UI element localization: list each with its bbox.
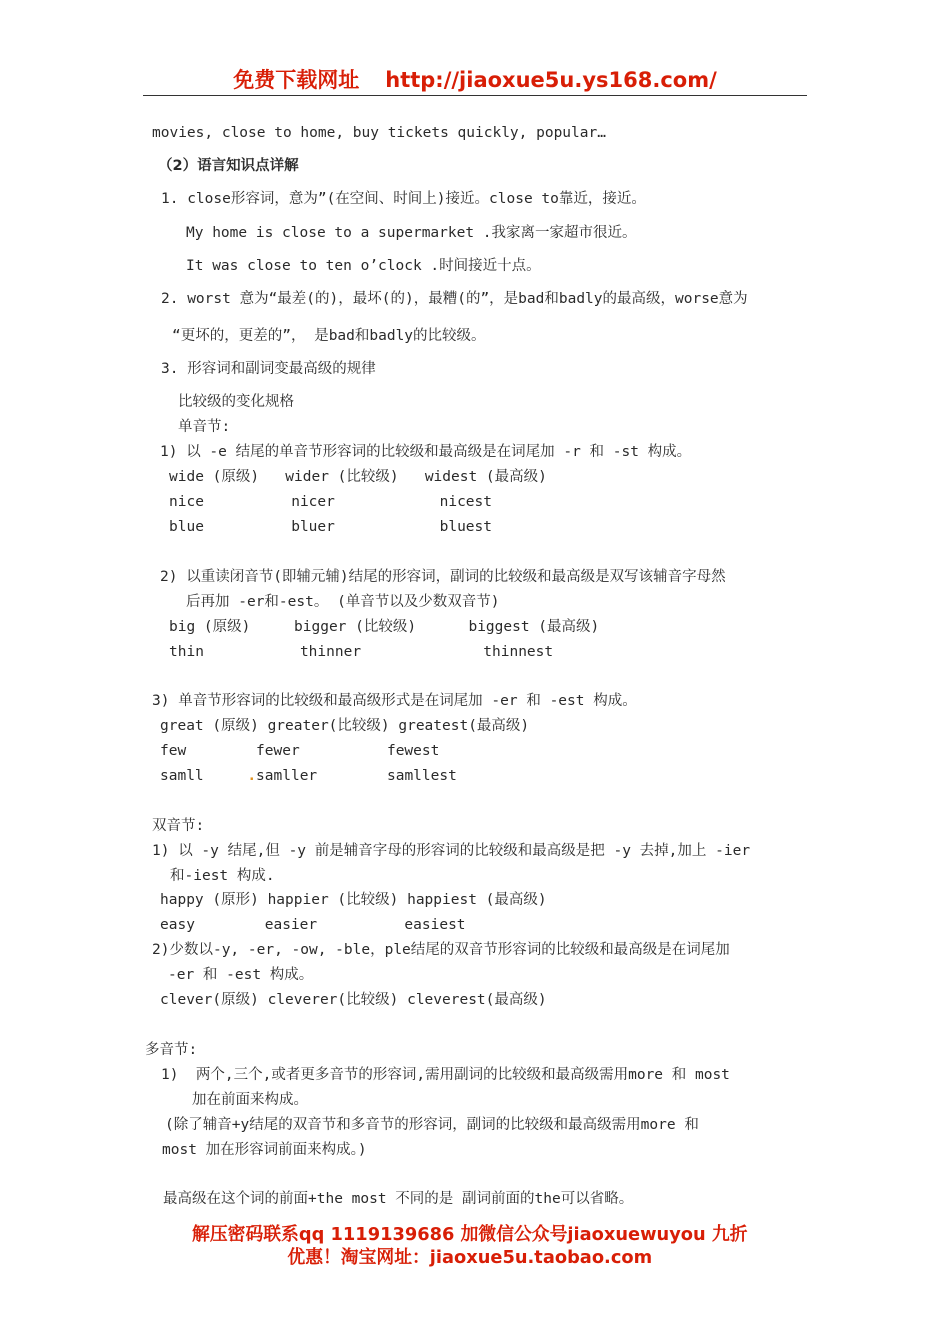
example-line: My home is close to a supermarket .我家离一家超市很近。 [186,225,637,241]
banner-label: 免费下载网址 [233,68,360,92]
text-line: 2. worst 意为“最差(的)，最坏(的)，最糟(的”，是bad和badly的最高级，worse意为 [161,291,748,307]
subheading: 单音节: [178,419,231,435]
word-row: easy easier easiest [160,917,466,933]
word-row: happy (原形) happier (比较级) happiest (最高级) [160,892,547,908]
rule-line: 2)少数以-y, -er, -ow, -ble，ple结尾的双音节形容词的比较级和最高级是在词尾加 [152,942,730,958]
word-row: clever(原级) cleverer(比较级) cleverest(最高级) [160,992,547,1008]
word-row: few fewer fewest [160,743,440,759]
rule-line: 1) 以 -y 结尾,但 -y 前是辅音字母的形容词的比较级和最高级是把 -y 去掉,加上 -ier [152,843,751,859]
word-cell: samller samllest [256,768,457,784]
word-row: blue bluer bluest [169,519,493,535]
marker-dot: . [247,768,257,784]
word-cell: samll [160,768,204,784]
word-row: nice nicer nicest [169,494,493,510]
word-row: thin thinner thinnest [169,644,554,660]
section-heading: （2）语言知识点详解 [158,158,299,174]
subheading: 多音节: [145,1042,198,1058]
rule-line: 后再加 -er和-est。 (单音节以及少数双音节) [186,594,500,610]
word-row: wide (原级) wider (比较级) widest (最高级) [169,469,547,485]
text-line: “更坏的，更差的”， 是bad和badly的比较级。 [172,328,486,344]
word-row [160,767,457,785]
header-divider [143,95,807,96]
word-row: big (原级) bigger (比较级) biggest (最高级) [169,619,600,635]
rule-line: 2) 以重读闭音节(即辅元辅)结尾的形容词，副词的比较级和最高级是双写该辅音字母然 [160,569,726,585]
rule-line: (除了辅音+y结尾的双音节和多音节的形容词，副词的比较级和最高级需用more 和 [165,1117,699,1133]
word-row: great (原级) greater(比较级) greatest(最高级) [160,718,530,734]
text-line: 最高级在这个词的前面+the most 不同的是 副词前面的the可以省略。 [163,1191,634,1207]
subheading: 双音节: [152,818,205,834]
banner-url-link[interactable]: http://jiaoxue5u.ys168.com/ [385,68,717,92]
download-banner [0,64,950,94]
example-line: It was close to ten o’clock .时间接近十点。 [186,258,541,274]
subheading: 比较级的变化规格 [178,394,294,410]
rule-line: 和-iest 构成. [170,868,275,884]
text-line: movies, close to home, buy tickets quickly, popular… [152,125,606,141]
rule-line: most 加在形容词前面来构成。) [162,1142,367,1158]
rule-line: 1) 两个,三个,或者更多音节的形容词,需用副词的比较级和最高级需用more 和 most [161,1067,730,1083]
rule-line: 1) 以 -e 结尾的单音节形容词的比较级和最高级是在词尾加 -r 和 -st 构成。 [160,444,692,460]
rule-line: 3) 单音节形容词的比较级和最高级形式是在词尾加 -er 和 -est 构成。 [152,693,637,709]
rule-line: -er 和 -est 构成。 [168,967,314,983]
footer-shop-link[interactable]: 优惠！淘宝网址：jiaoxue5u.taobao.com [287,1247,653,1268]
text-line: 1. close形容词，意为”(在空间、时间上)接近。close to靠近，接近。 [161,191,646,207]
footer-contact: 解压密码联系qq 1119139686 加微信公众号jiaoxuewuyou 九折 [192,1224,748,1245]
text-line: 3. 形容词和副词变最高级的规律 [161,361,376,377]
rule-line: 加在前面来构成。 [192,1092,308,1108]
